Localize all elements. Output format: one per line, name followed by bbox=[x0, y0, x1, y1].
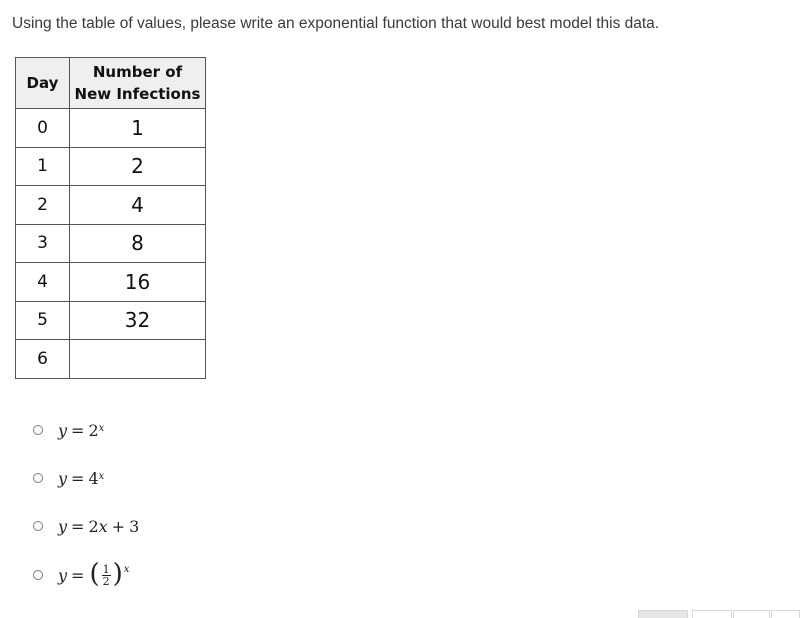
answer-option-2[interactable] bbox=[33, 454, 139, 502]
formula-close-paren: ) bbox=[112, 559, 123, 589]
formula-base: 4 bbox=[88, 468, 99, 488]
cell-day: 0 bbox=[16, 109, 70, 148]
table-row bbox=[16, 109, 206, 148]
cell-infections bbox=[70, 340, 206, 379]
fraction-numerator: 1 bbox=[102, 562, 110, 576]
formula-equals: = bbox=[71, 516, 85, 536]
formula-equals: = bbox=[71, 420, 85, 440]
cell-day: 5 bbox=[16, 301, 70, 340]
table-row bbox=[16, 263, 206, 302]
cell-infections: 32 bbox=[70, 301, 206, 340]
cell-infections: 2 bbox=[70, 147, 206, 186]
cell-infections: 8 bbox=[70, 224, 206, 263]
table-row bbox=[16, 301, 206, 340]
formula-base: 2 bbox=[88, 420, 99, 440]
cell-infections: 1 bbox=[70, 109, 206, 148]
header-new-infections-line1: Number of bbox=[92, 63, 183, 81]
radio-button-icon[interactable] bbox=[33, 425, 43, 435]
answer-option-4[interactable] bbox=[33, 550, 139, 600]
formula-exponent: x bbox=[98, 470, 105, 482]
answer-options bbox=[33, 406, 139, 600]
formula-plus: + bbox=[111, 516, 126, 536]
header-new-infections bbox=[70, 58, 206, 109]
radio-button-icon[interactable] bbox=[33, 570, 43, 580]
table-row bbox=[16, 340, 206, 379]
formula-coefficient: 2 bbox=[88, 516, 99, 536]
option-formula bbox=[58, 559, 130, 589]
data-table bbox=[15, 57, 206, 379]
option-formula bbox=[58, 517, 139, 536]
table-header-row bbox=[16, 58, 206, 109]
question-text: Using the table of values, please write an exponential function that would best model this data. bbox=[12, 15, 660, 32]
formula-lhs: y bbox=[58, 468, 68, 488]
footer-button[interactable] bbox=[638, 610, 688, 618]
footer-button[interactable] bbox=[733, 610, 770, 618]
formula-lhs: y bbox=[58, 565, 68, 585]
answer-option-1[interactable] bbox=[33, 406, 139, 454]
radio-button-icon[interactable] bbox=[33, 521, 43, 531]
cell-infections: 16 bbox=[70, 263, 206, 302]
header-new-infections-line2: New Infections bbox=[74, 85, 201, 103]
formula-equals: = bbox=[71, 565, 85, 585]
formula-constant: 3 bbox=[129, 516, 140, 536]
formula-lhs: y bbox=[58, 420, 68, 440]
cell-day: 6 bbox=[16, 340, 70, 379]
table-row bbox=[16, 186, 206, 225]
cell-day: 1 bbox=[16, 147, 70, 186]
formula-exponent: x bbox=[123, 564, 130, 575]
option-formula bbox=[58, 469, 104, 488]
footer-button[interactable] bbox=[771, 610, 800, 618]
answer-option-3[interactable] bbox=[33, 502, 139, 550]
cell-day: 3 bbox=[16, 224, 70, 263]
cell-day: 2 bbox=[16, 186, 70, 225]
cell-day: 4 bbox=[16, 263, 70, 302]
footer-button[interactable] bbox=[692, 610, 732, 618]
table-row bbox=[16, 224, 206, 263]
cell-infections: 4 bbox=[70, 186, 206, 225]
option-formula bbox=[58, 421, 104, 440]
radio-button-icon[interactable] bbox=[33, 473, 43, 483]
formula-lhs: y bbox=[58, 516, 68, 536]
table-row bbox=[16, 147, 206, 186]
fraction-denominator: 2 bbox=[102, 574, 110, 588]
formula-variable: x bbox=[98, 516, 108, 536]
formula-fraction bbox=[102, 564, 111, 587]
formula-equals: = bbox=[71, 468, 85, 488]
formula-open-paren: ( bbox=[89, 559, 100, 589]
header-day: Day bbox=[16, 58, 70, 109]
formula-exponent: x bbox=[98, 422, 105, 434]
